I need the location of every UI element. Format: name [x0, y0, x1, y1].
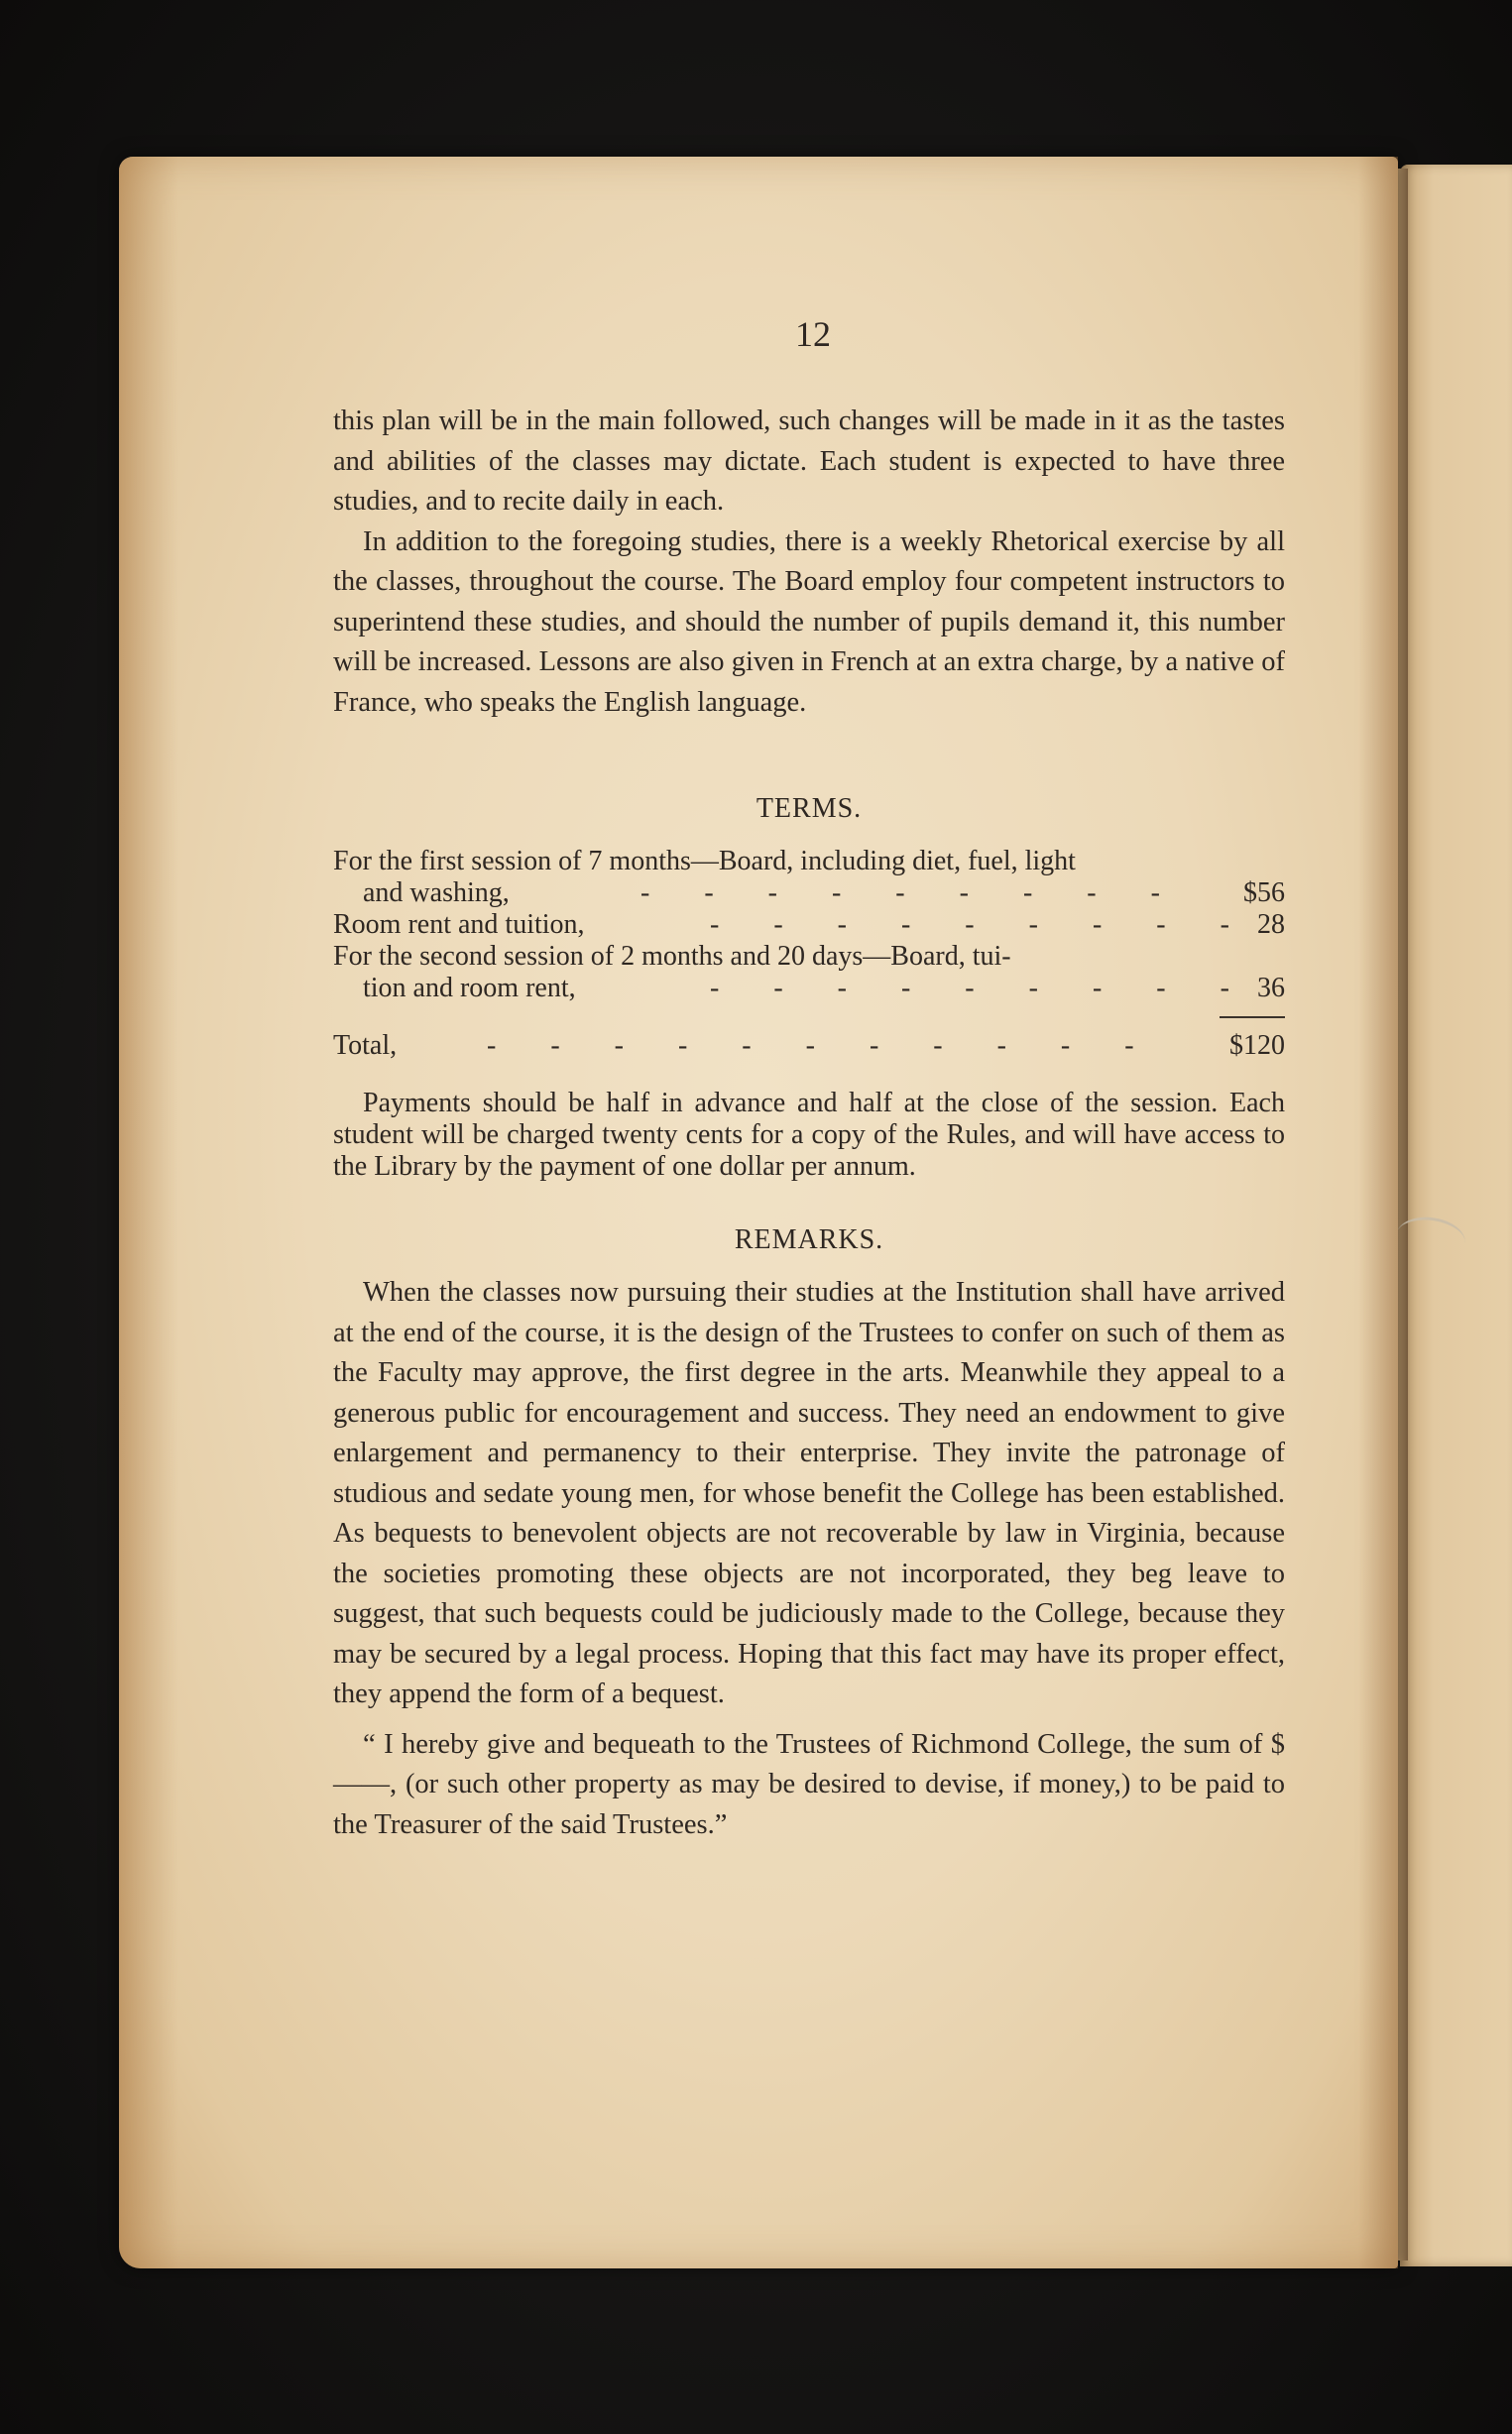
terms-second-session-text: For the second session of 2 months and 20 days—Board, tui- — [333, 941, 1011, 972]
remarks-paragraph: When the classes now pursuing their studies at the Institution shall have arrived at the end of the course, it is the design of the Trustees to confer on such of them as the Faculty may approve, the first degree in the arts. Meanwhile they appeal to a generous public for encouragement and success. They need an endowment to give enlargement and permanency to their enterprise. They invite the patronage of studious and sedate young men, for whose benefit the College has been established. As bequests to benevolent objects are not recoverable by law in Virginia, because the societies promoting these objects are not incorporated, they beg leave to suggest, that such bequests could be judiciously made to the College, because they may be secured by a legal process. Hoping that this fact may have its proper effect, they append the form of a bequest. — [333, 1277, 1285, 1709]
bequest-form: “ I hereby give and bequeath to the Trustees of Richmond College, the sum of $——, (or such other property as may be desired to devise, if money,) to be paid to the Treasurer of the said Trustees.” — [333, 1728, 1285, 1840]
remarks-heading: REMARKS. — [734, 1224, 884, 1255]
terms-row-tuition — [333, 973, 1285, 1004]
intro-text — [333, 402, 1285, 723]
terms-room-rent-amount: 28 — [1257, 909, 1285, 940]
terms-note — [333, 1088, 1285, 1183]
dot-leader: - - - - - - - - - — [640, 877, 1184, 908]
terms-total-label: Total, — [333, 1030, 398, 1061]
intro-paragraph-2: In addition to the foregoing studies, there is a weekly Rhetorical exercise by all the classes, throughout the course. The Board employ four competent instructors to superintend these studies, and should the number of pupils demand it, this number will be increased. Lessons are also given in French at an extra charge, by a native of France, who speaks the English language. — [333, 525, 1285, 718]
terms-heading: TERMS. — [756, 793, 863, 824]
dot-leader: - - - - - - - - - — [710, 973, 1253, 1003]
terms-row-room-rent — [333, 909, 1285, 941]
terms-row-washing — [333, 877, 1285, 909]
adjacent-page-edge — [1400, 165, 1512, 2266]
payment-note: Payments should be half in advance and half at the close of the session. Each student will be charged twenty cents for a copy of the Rules, and will have access to the Library by the payment of one dollar per annum. — [333, 1088, 1285, 1182]
terms-total-amount: $120 — [1229, 1030, 1285, 1061]
terms-tuition-amount: 36 — [1257, 973, 1285, 1003]
terms-table — [333, 846, 1285, 1062]
terms-row-total — [333, 1030, 1285, 1062]
terms-row-first-session — [333, 846, 1285, 877]
dot-leader: - - - - - - - - - — [710, 909, 1253, 940]
page-number: 12 — [795, 314, 831, 354]
terms-rule-row — [333, 1004, 1285, 1022]
dot-leader: - - - - - - - - - - - — [487, 1030, 1158, 1061]
terms-washing-label: and washing, — [363, 877, 510, 908]
terms-row-second-session — [333, 941, 1285, 973]
terms-washing-amount: $56 — [1243, 877, 1285, 908]
terms-first-session-text: For the first session of 7 months—Board, including diet, fuel, light — [333, 846, 1076, 876]
terms-room-rent-label: Room rent and tuition, — [333, 909, 585, 940]
intro-paragraph-1: this plan will be in the main followed, such changes will be made in it as the tastes and abilities of the classes may dictate. Each student is expected to have three studies, and to recite daily in each. — [333, 406, 1285, 517]
remarks-text — [333, 1273, 1285, 1845]
terms-tuition-label: tion and room rent, — [363, 973, 576, 1003]
total-rule — [1220, 1016, 1285, 1018]
